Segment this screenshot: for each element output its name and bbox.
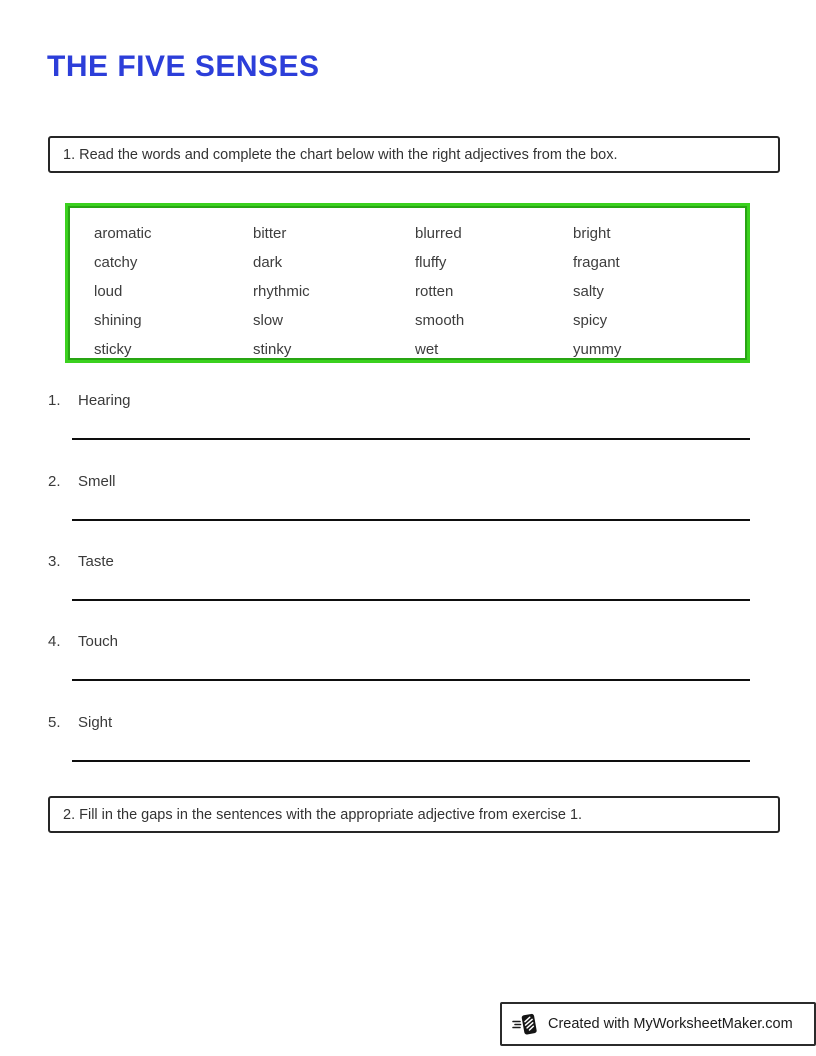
word-cell: fragant: [573, 254, 620, 271]
sense-label: Smell: [78, 473, 116, 490]
word-cell: wet: [415, 341, 439, 358]
word-bank-grid: [94, 219, 745, 364]
word-cell: rotten: [415, 283, 454, 300]
footer-credit-text: Created with MyWorksheetMaker.com: [548, 1016, 793, 1032]
word-cell: salty: [573, 283, 604, 300]
word-cell: blurred: [415, 225, 462, 242]
word-cell: stinky: [253, 341, 292, 358]
word-cell: aromatic: [94, 225, 152, 242]
sense-item-smell: [48, 473, 750, 525]
word-cell: rhythmic: [253, 283, 310, 300]
word-cell: shining: [94, 312, 142, 329]
sense-label: Hearing: [78, 392, 131, 409]
sense-number: 2.: [48, 473, 61, 490]
sense-number: 3.: [48, 553, 61, 570]
footer-credit-box: [500, 1002, 816, 1046]
sense-item-touch: [48, 633, 750, 685]
answer-line: [72, 438, 750, 440]
answer-line: [72, 760, 750, 762]
answer-line: [72, 679, 750, 681]
word-cell: dark: [253, 254, 283, 271]
word-cell: loud: [94, 283, 123, 300]
exercise1-instruction-box: [48, 136, 780, 173]
sense-item-hearing: [48, 392, 750, 444]
word-bank-box: [65, 203, 750, 363]
sense-label: Touch: [78, 633, 119, 650]
flying-worksheet-icon: [512, 1011, 539, 1038]
word-cell: yummy: [573, 341, 622, 358]
word-cell: fluffy: [415, 254, 447, 271]
word-cell: spicy: [573, 312, 608, 329]
sense-number: 5.: [48, 714, 61, 731]
answer-line: [72, 519, 750, 521]
word-cell: sticky: [94, 341, 132, 358]
page-title: THE FIVE SENSES: [47, 50, 320, 83]
sense-number: 1.: [48, 392, 61, 409]
sense-label: Taste: [78, 553, 114, 570]
exercise2-instruction-box: [48, 796, 780, 833]
sense-item-sight: [48, 714, 750, 766]
word-cell: bright: [573, 225, 611, 242]
exercise2-instruction-text: 2. Fill in the gaps in the sentences with the appropriate adjective from exercise 1.: [63, 806, 583, 823]
word-cell: smooth: [415, 312, 465, 329]
word-bank-inner-border: [68, 206, 747, 360]
exercise1-instruction-text: 1. Read the words and complete the chart below with the right adjectives from the box.: [63, 146, 618, 163]
sense-item-taste: [48, 553, 750, 605]
word-cell: bitter: [253, 225, 287, 242]
word-cell: slow: [253, 312, 284, 329]
sense-label: Sight: [78, 714, 113, 731]
sense-number: 4.: [48, 633, 61, 650]
answer-line: [72, 599, 750, 601]
word-cell: catchy: [94, 254, 138, 271]
